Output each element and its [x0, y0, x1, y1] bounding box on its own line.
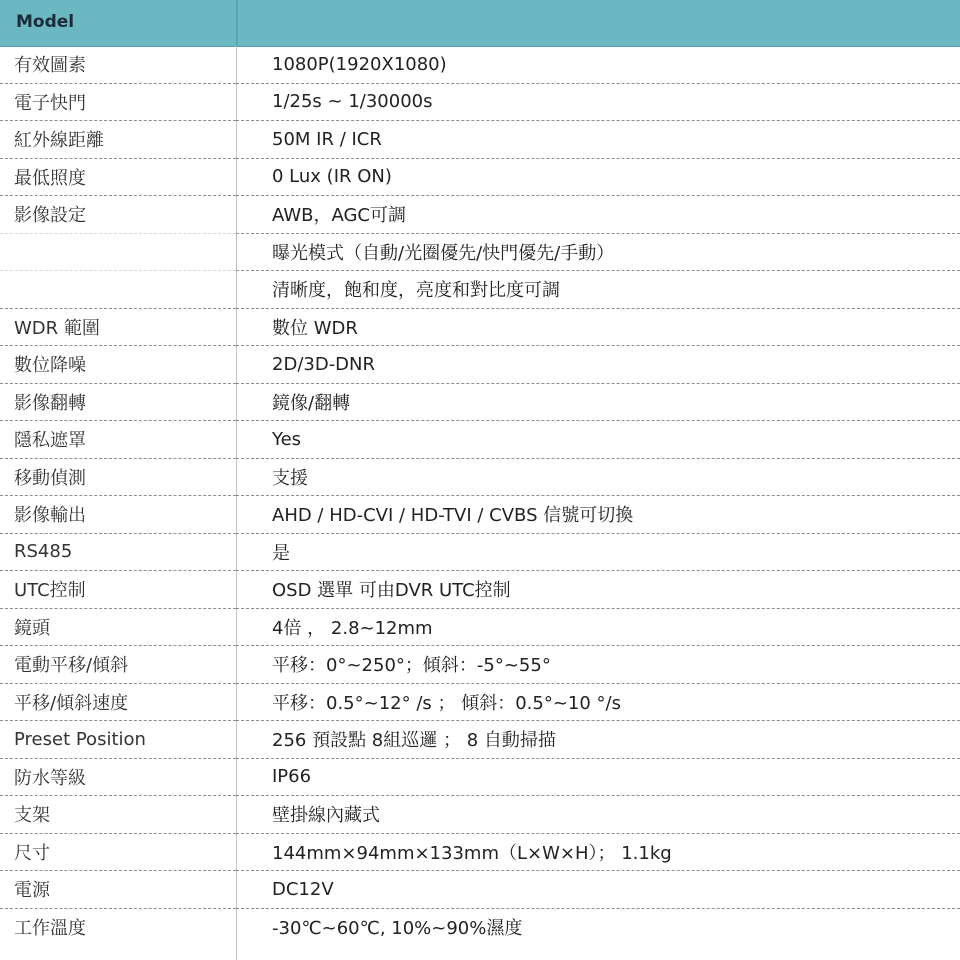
row-value: 是 — [236, 533, 960, 571]
row-label — [0, 233, 236, 271]
table-row — [0, 721, 960, 759]
table-row — [0, 758, 960, 796]
row-value: IP66 — [236, 758, 960, 796]
row-value: 鏡像/翻轉 — [236, 383, 960, 421]
spec-table — [0, 46, 960, 945]
table-row — [0, 908, 960, 945]
table-row — [0, 308, 960, 346]
row-label: 尺寸 — [0, 833, 236, 871]
row-label: 支架 — [0, 796, 236, 834]
row-value: 曝光模式（自動/光圈優先/快門優先/手動） — [236, 233, 960, 271]
row-value: 4倍 ， 2.8~12mm — [236, 608, 960, 646]
table-row — [0, 158, 960, 196]
row-value: 144mm×94mm×133mm（L×W×H）； 1.1kg — [236, 833, 960, 871]
row-value: 清晰度，飽和度，亮度和對比度可調 — [236, 271, 960, 309]
table-row — [0, 533, 960, 571]
table-row — [0, 421, 960, 459]
row-label: 影像輸出 — [0, 496, 236, 534]
header-model-label: Model — [16, 12, 75, 32]
row-label: 平移/傾斜速度 — [0, 683, 236, 721]
row-value: 50M IR / ICR — [236, 121, 960, 159]
row-value: OSD 選單 可由DVR UTC控制 — [236, 571, 960, 609]
row-value: 2D/3D-DNR — [236, 346, 960, 384]
row-value: 支援 — [236, 458, 960, 496]
table-row — [0, 833, 960, 871]
row-label: Preset Position — [0, 721, 236, 759]
table-row — [0, 608, 960, 646]
row-label: 電子快門 — [0, 83, 236, 121]
table-row — [0, 458, 960, 496]
table-row — [0, 871, 960, 909]
row-label: 鏡頭 — [0, 608, 236, 646]
row-label: 影像設定 — [0, 196, 236, 234]
row-value: 256 預設點 8組巡邏 ； 8 自動掃描 — [236, 721, 960, 759]
row-label: 影像翻轉 — [0, 383, 236, 421]
row-value: 數位 WDR — [236, 308, 960, 346]
row-value: AHD / HD-CVI / HD-TVI / CVBS 信號可切換 — [236, 496, 960, 534]
table-row — [0, 383, 960, 421]
row-value: 壁掛線內藏式 — [236, 796, 960, 834]
table-row — [0, 571, 960, 609]
table-row — [0, 683, 960, 721]
row-value: 1080P(1920X1080) — [236, 46, 960, 83]
row-value: 1/25s ~ 1/30000s — [236, 83, 960, 121]
row-label: 有效圖素 — [0, 46, 236, 83]
row-value: 平移：0.5°~12° /s ； 傾斜：0.5°~10 °/s — [236, 683, 960, 721]
row-label: WDR 範圍 — [0, 308, 236, 346]
row-value: DC12V — [236, 871, 960, 909]
row-label: 隱私遮罩 — [0, 421, 236, 459]
table-row — [0, 196, 960, 234]
table-row — [0, 496, 960, 534]
row-value: Yes — [236, 421, 960, 459]
row-label: RS485 — [0, 533, 236, 571]
row-label: UTC控制 — [0, 571, 236, 609]
row-value: -30℃~60℃, 10%~90%濕度 — [272, 917, 523, 939]
row-label: 電動平移/傾斜 — [0, 646, 236, 684]
table-row — [0, 83, 960, 121]
row-label: 電源 — [0, 871, 236, 909]
row-label: 工作溫度 — [14, 917, 86, 939]
row-label — [0, 271, 236, 309]
table-row — [0, 646, 960, 684]
table-row — [0, 271, 960, 309]
row-label: 移動偵測 — [0, 458, 236, 496]
table-row — [0, 46, 960, 83]
row-value: 0 Lux (IR ON) — [236, 158, 960, 196]
table-row — [0, 233, 960, 271]
table-row — [0, 796, 960, 834]
row-label: 防水等級 — [0, 758, 236, 796]
table-row — [0, 121, 960, 159]
row-value: AWB，AGC可調 — [236, 196, 960, 234]
row-value: 平移：0°~250°；傾斜：-5°~55° — [236, 646, 960, 684]
table-row — [0, 346, 960, 384]
row-label: 紅外線距離 — [0, 121, 236, 159]
row-label: 數位降噪 — [0, 346, 236, 384]
header-divider — [236, 0, 238, 46]
row-label: 最低照度 — [0, 158, 236, 196]
table-header — [0, 0, 960, 47]
